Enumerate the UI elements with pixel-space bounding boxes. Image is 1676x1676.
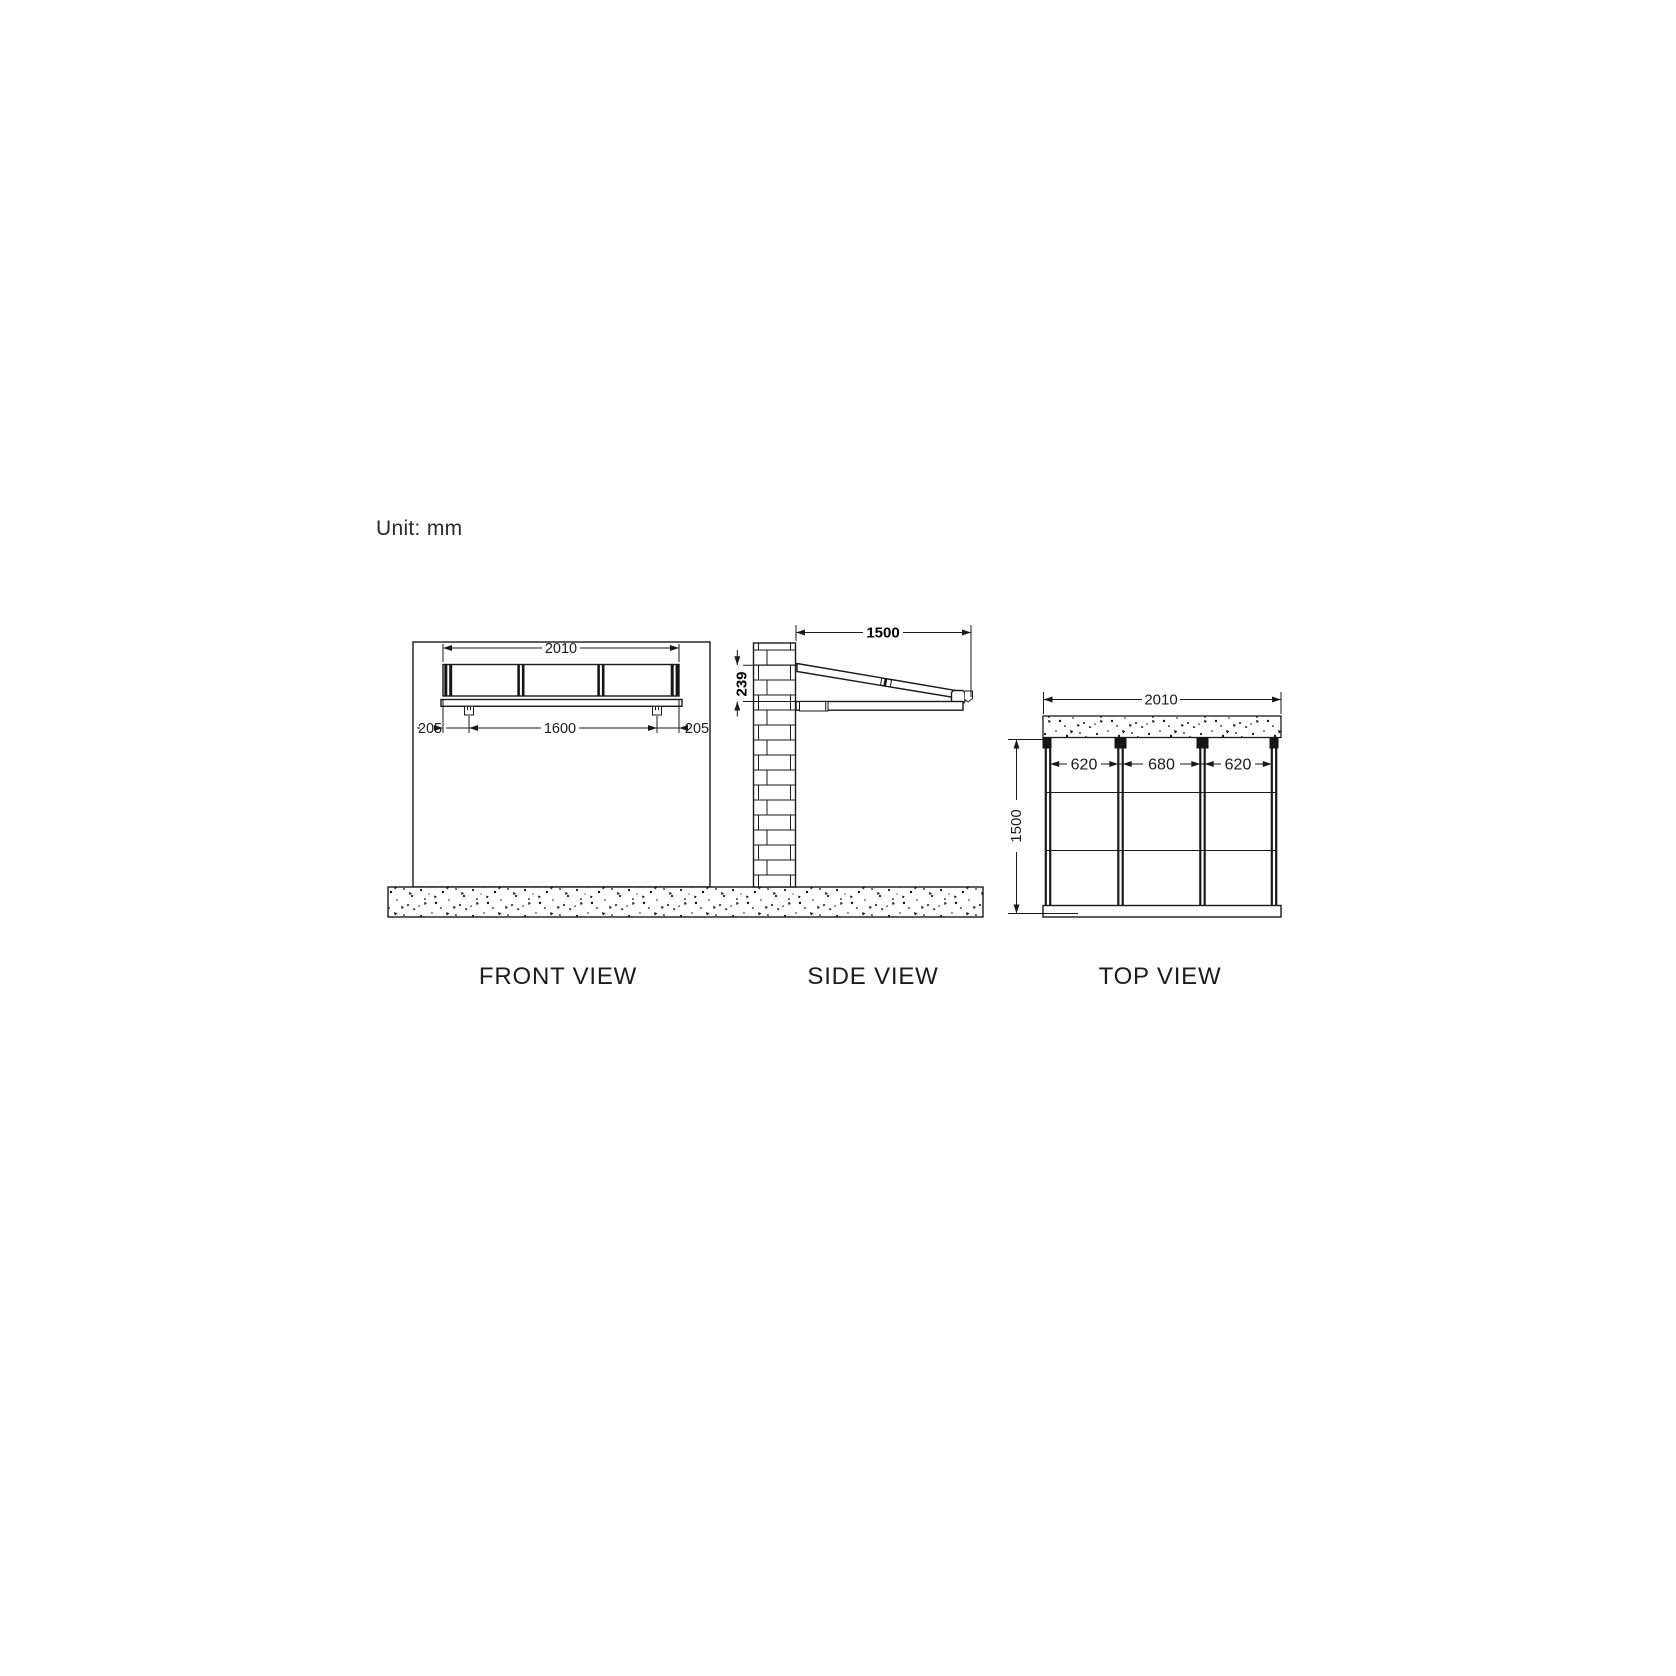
arrowhead [1044,697,1053,703]
dim-text-left-bay: 620 [1070,756,1098,774]
dim-text-center-bay: 680 [1148,756,1175,774]
dim-text-right-bay: 620 [1224,756,1252,774]
arrowhead [1191,761,1200,767]
cassette-divider-bar [597,665,600,697]
dim-text-left-offset: 205 [417,721,443,737]
arrowhead [734,702,740,711]
cassette-cap-bar [444,665,447,697]
top-view-label: TOP VIEW [1098,963,1222,990]
front-view-label: FRONT VIEW [478,963,638,990]
arrowhead [1014,905,1020,914]
arrowhead [1205,761,1214,767]
ground-slab [388,887,983,917]
top-arm-left [1118,738,1122,907]
side-sloped-arm [797,664,956,698]
arrowhead [1050,761,1059,767]
arrowhead [1272,697,1281,703]
front-mount-foot-left [465,706,474,715]
cassette-cap-bar [449,665,452,697]
cassette-divider-bar [602,665,605,697]
side-view-drawing [734,625,973,888]
mount-block [1197,738,1209,749]
top-left-rail [1046,738,1050,907]
cassette-cap-bar [676,665,679,697]
top-cross-profiles [1046,793,1276,851]
foot-body [653,706,662,715]
dim-top-projection [1008,740,1078,914]
arrowhead [1123,761,1132,767]
cassette-divider-bar [522,665,525,697]
side-wall-bracket [800,702,829,712]
brick-wall [754,643,796,887]
dim-text: 1500 [1008,809,1025,843]
foot-body [465,706,474,715]
top-view-drawing [1008,692,1281,918]
mount-block [1270,738,1279,749]
arrowhead [962,630,971,636]
front-view-drawing [413,641,710,887]
top-arm-right [1200,738,1204,907]
dim-text-mount-spacing: 1600 [543,721,577,737]
dim-text-right-offset: 205 [684,721,710,737]
arrowhead [1014,740,1020,749]
front-cassette [443,665,679,697]
side-view-label: SIDE VIEW [807,963,939,990]
top-right-rail [1272,738,1276,907]
top-wall-slab [1043,716,1281,738]
mount-block [1115,738,1127,749]
cassette-cap-bar [671,665,674,697]
dim-top-bays [1050,757,1272,774]
dim-top-total-width [1044,692,1282,715]
arrowhead [796,630,805,636]
arrowhead [1109,761,1118,767]
arrowhead [734,656,740,665]
front-bottom-rail [441,700,682,707]
top-mount-blocks [1043,738,1279,749]
dim-text: 239 [733,671,751,697]
side-arm-clip [880,678,891,687]
arrowhead [1263,761,1272,767]
top-front-bar [1043,906,1281,918]
dim-text: 2010 [1144,691,1178,709]
cassette-divider-bar [517,665,520,697]
dim-text: 1500 [866,624,900,642]
unit-note: Unit: mm [376,517,463,540]
front-mount-foot-right [653,706,662,715]
dim-text: 2010 [544,641,578,657]
